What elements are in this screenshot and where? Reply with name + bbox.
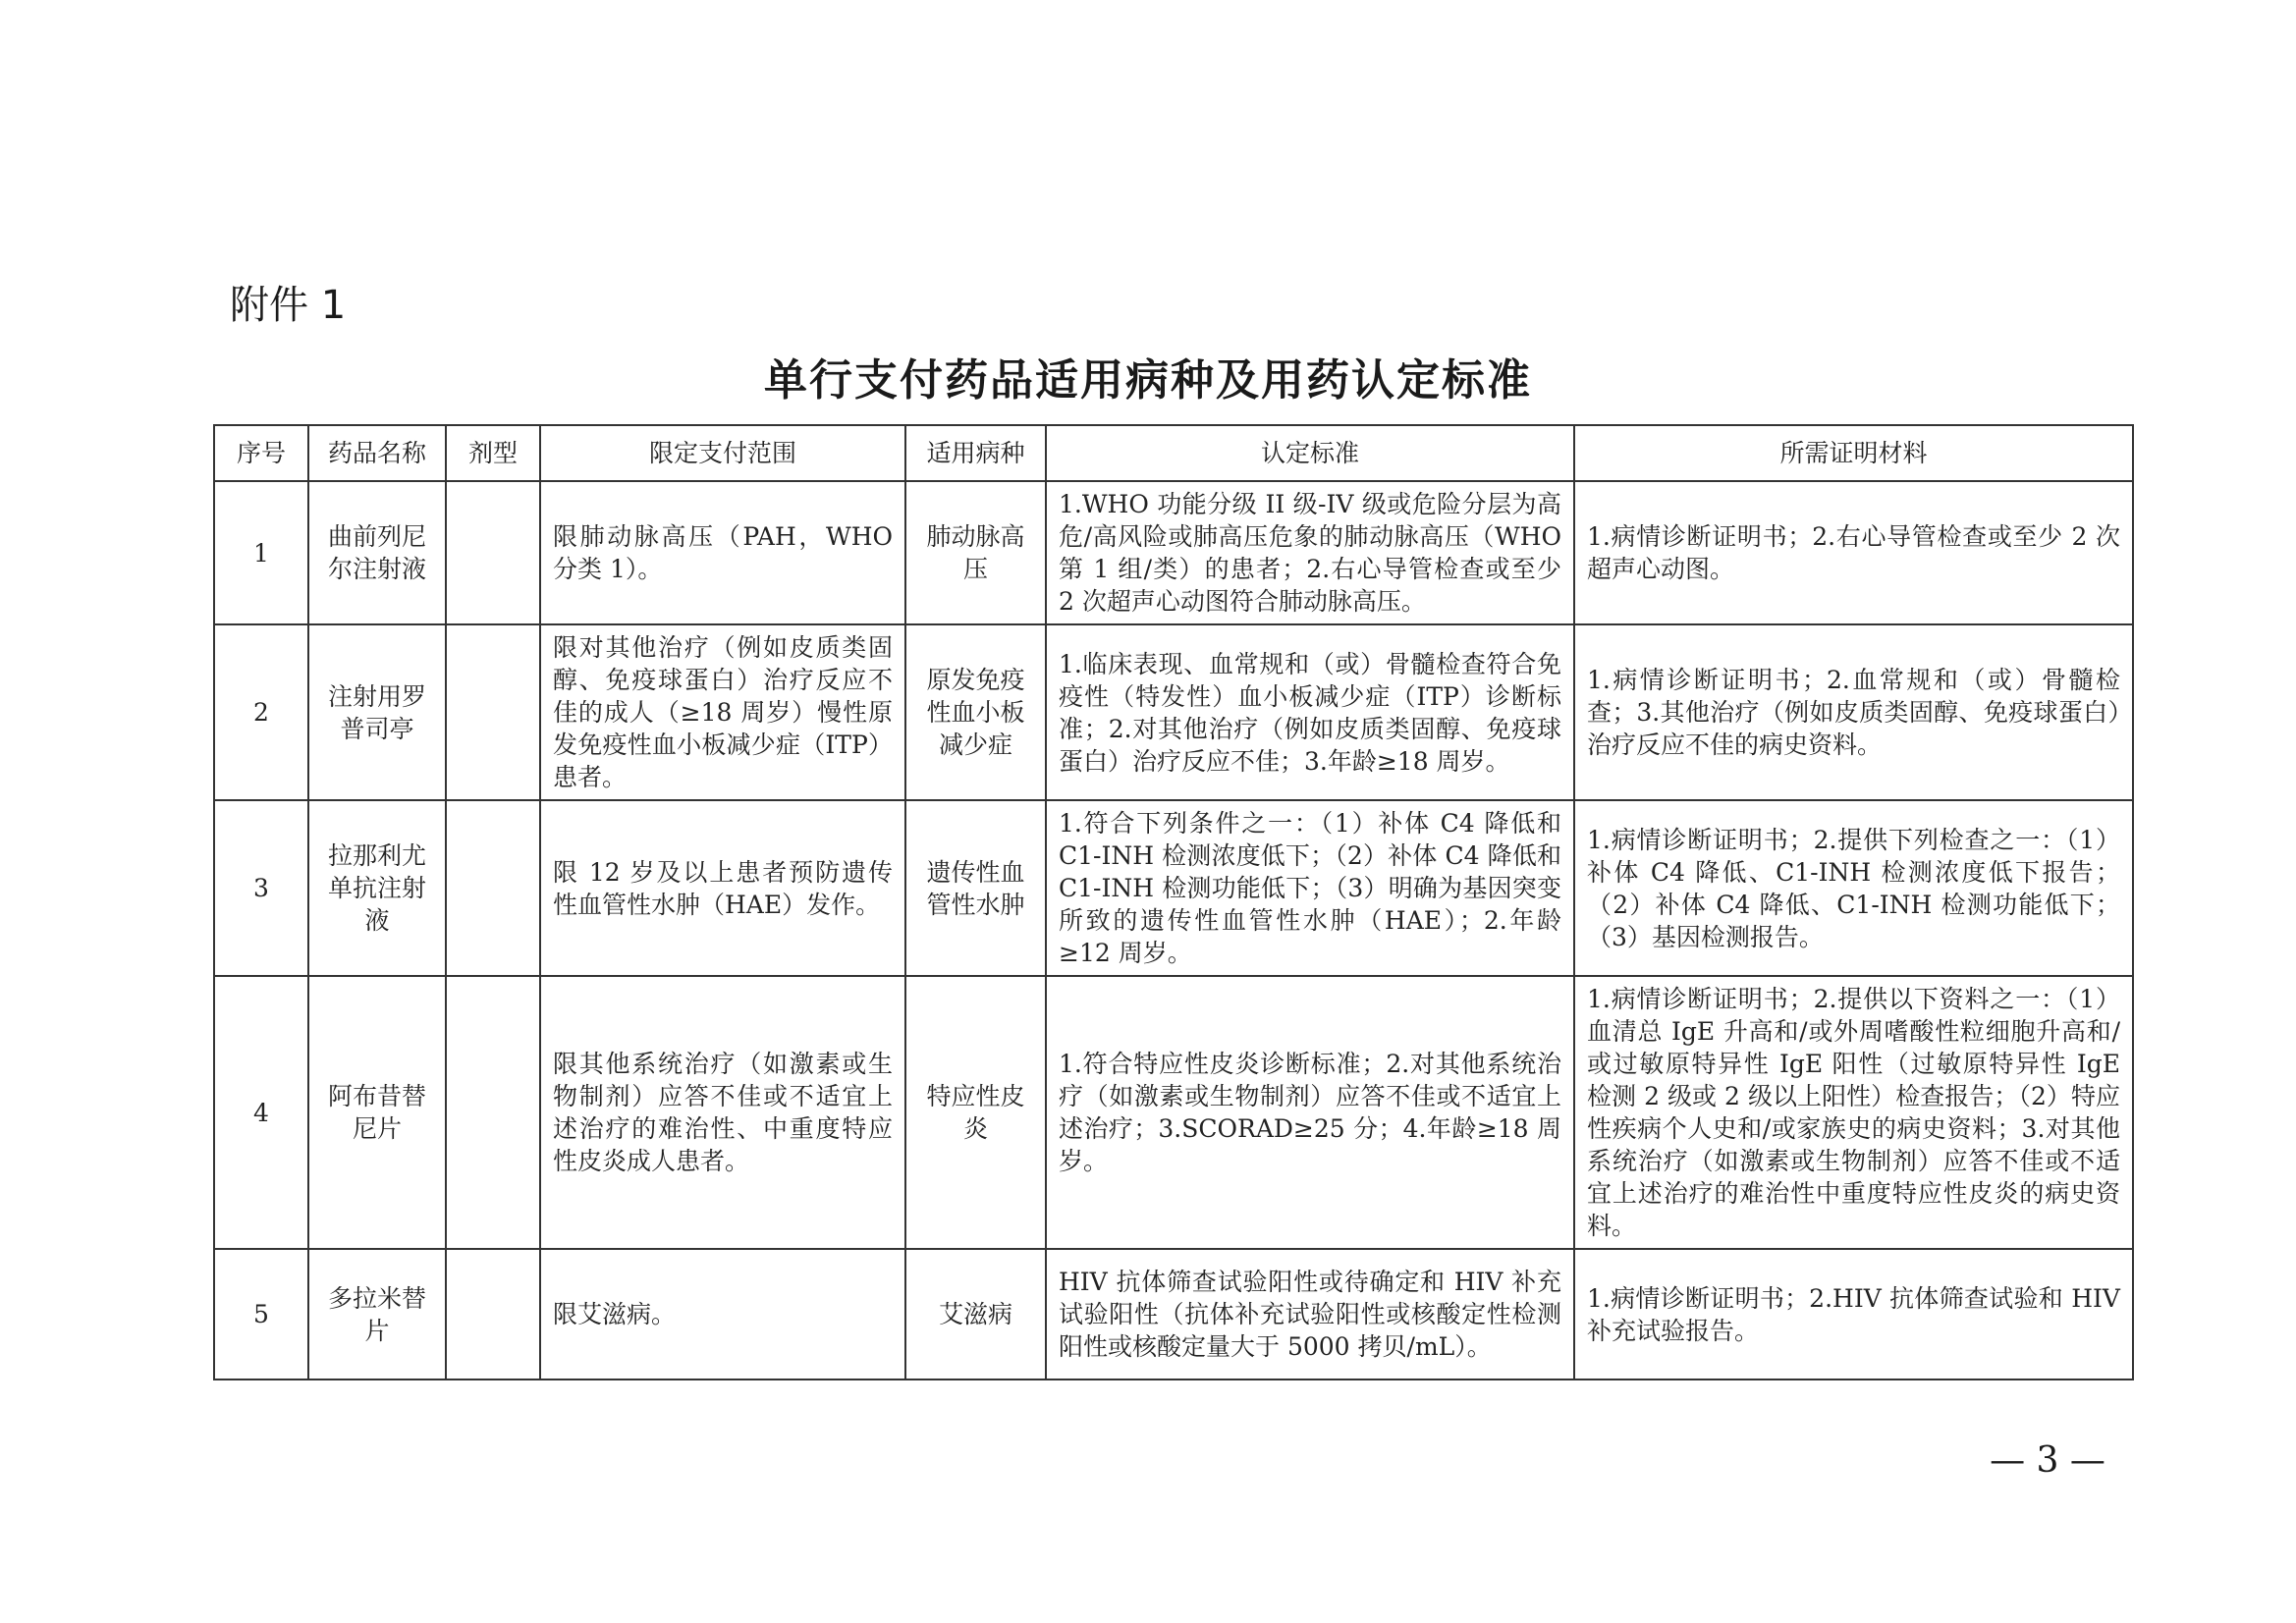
row-criteria: 1.符合下列条件之一：（1）补体 C4 降低和 C1-INH 检测浓度低下；（2）补体 C4 降低和 C1-INH 检测功能低下；（3）明确为基因突变所致的遗传性血管性水肿（HAE）；2.年龄≥12 周岁。 — [1046, 800, 1574, 976]
header-dosage-form: 剂型 — [446, 425, 540, 481]
row-dosage-form — [446, 481, 540, 624]
row-drug-name: 曲前列尼尔注射液 — [308, 481, 446, 624]
table-row — [214, 976, 2133, 1249]
row-criteria: 1.WHO 功能分级 II 级-IV 级或危险分层为高危/高风险或肺高压危象的肺动脉高压（WHO 第 1 组/类）的患者；2.右心导管检查或至少 2 次超声心动图符合肺动脉高压。 — [1046, 481, 1574, 624]
document-title: 单行支付药品适用病种及用药认定标准 — [764, 355, 1532, 406]
row-disease: 肺动脉高压 — [905, 481, 1046, 624]
header-no: 序号 — [214, 425, 308, 481]
row-materials: 1.病情诊断证明书；2.血常规和（或）骨髓检查；3.其他治疗（例如皮质类固醇、免疫球蛋白）治疗反应不佳的病史资料。 — [1574, 624, 2133, 800]
row-disease: 遗传性血管性水肿 — [905, 800, 1046, 976]
attachment-label: 附件 1 — [230, 283, 347, 328]
row-payment-scope: 限 12 岁及以上患者预防遗传性血管性水肿（HAE）发作。 — [540, 800, 905, 976]
row-dosage-form — [446, 976, 540, 1249]
row-materials: 1.病情诊断证明书；2.提供下列检查之一：（1）补体 C4 降低、C1-INH 检测浓度低下报告；（2）补体 C4 降低、C1-INH 检测功能低下；（3）基因检测报告。 — [1574, 800, 2133, 976]
table-row — [214, 481, 2133, 624]
row-materials: 1.病情诊断证明书；2.右心导管检查或至少 2 次超声心动图。 — [1574, 481, 2133, 624]
row-dosage-form — [446, 1249, 540, 1380]
header-disease: 适用病种 — [905, 425, 1046, 481]
row-no: 5 — [214, 1249, 308, 1380]
row-drug-name: 注射用罗普司亭 — [308, 624, 446, 800]
row-no: 2 — [214, 624, 308, 800]
row-drug-name: 多拉米替片 — [308, 1249, 446, 1380]
row-drug-name: 阿布昔替尼片 — [308, 976, 446, 1249]
row-no: 4 — [214, 976, 308, 1249]
table-row — [214, 800, 2133, 976]
header-drug-name: 药品名称 — [308, 425, 446, 481]
row-payment-scope: 限其他系统治疗（如激素或生物制剂）应答不佳或不适宜上述治疗的难治性、中重度特应性皮炎成人患者。 — [540, 976, 905, 1249]
header-payment-scope: 限定支付范围 — [540, 425, 905, 481]
header-criteria: 认定标准 — [1046, 425, 1574, 481]
table-header-row — [214, 425, 2133, 481]
row-criteria: 1.符合特应性皮炎诊断标准；2.对其他系统治疗（如激素或生物制剂）应答不佳或不适宜上述治疗；3.SCORAD≥25 分；4.年龄≥18 周岁。 — [1046, 976, 1574, 1249]
row-materials: 1.病情诊断证明书；2.HIV 抗体筛查试验和 HIV 补充试验报告。 — [1574, 1249, 2133, 1380]
row-payment-scope: 限对其他治疗（例如皮质类固醇、免疫球蛋白）治疗反应不佳的成人（≥18 周岁）慢性原发免疫性血小板减少症（ITP）患者。 — [540, 624, 905, 800]
table-row — [214, 624, 2133, 800]
row-materials: 1.病情诊断证明书；2.提供以下资料之一：（1）血清总 IgE 升高和/或外周嗜酸性粒细胞升高和/或过敏原特异性 IgE 阳性（过敏原特异性 IgE 检测 2 级或 2 级以上阳性）检查报告；（2）特应性疾病个人史和/或家族史的病史资料；3.对其他系统治疗（如激素或生物制剂）应答不佳或不适宜上述治疗的难治性中重度特应性皮炎的病史资料。 — [1574, 976, 2133, 1249]
row-payment-scope: 限艾滋病。 — [540, 1249, 905, 1380]
row-no: 3 — [214, 800, 308, 976]
row-no: 1 — [214, 481, 308, 624]
row-dosage-form — [446, 624, 540, 800]
row-disease: 艾滋病 — [905, 1249, 1046, 1380]
page-number: — 3 — — [1990, 1440, 2105, 1481]
row-drug-name: 拉那利尤单抗注射液 — [308, 800, 446, 976]
row-disease: 特应性皮炎 — [905, 976, 1046, 1249]
row-disease: 原发免疫性血小板减少症 — [905, 624, 1046, 800]
table-row — [214, 1249, 2133, 1380]
row-dosage-form — [446, 800, 540, 976]
row-criteria: HIV 抗体筛查试验阳性或待确定和 HIV 补充试验阳性（抗体补充试验阳性或核酸定性检测阳性或核酸定量大于 5000 拷贝/mL）。 — [1046, 1249, 1574, 1380]
row-payment-scope: 限肺动脉高压（PAH，WHO 分类 1）。 — [540, 481, 905, 624]
drug-standards-table — [213, 424, 2134, 1380]
row-criteria: 1.临床表现、血常规和（或）骨髓检查符合免疫性（特发性）血小板减少症（ITP）诊断标准；2.对其他治疗（例如皮质类固醇、免疫球蛋白）治疗反应不佳；3.年龄≥18 周岁。 — [1046, 624, 1574, 800]
header-materials: 所需证明材料 — [1574, 425, 2133, 481]
